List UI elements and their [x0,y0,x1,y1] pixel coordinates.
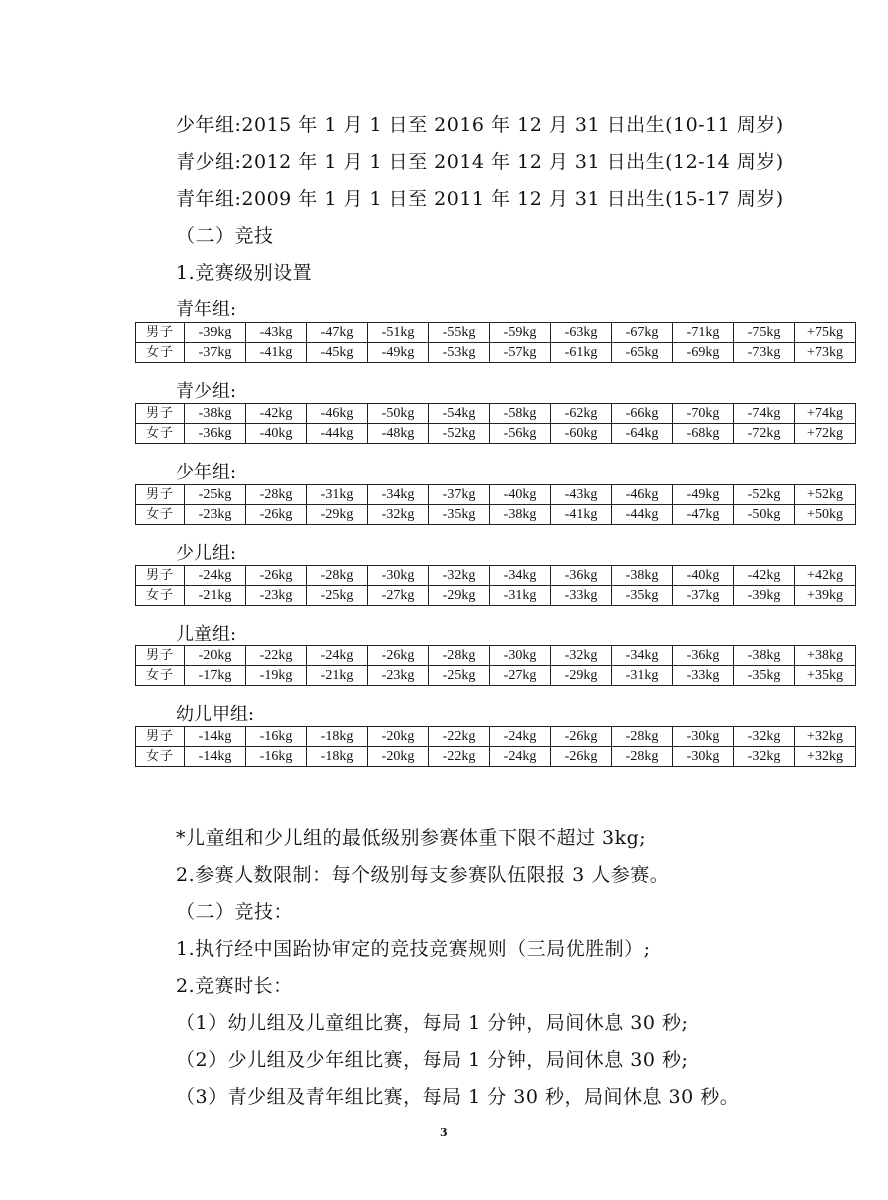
weight-cell: -19kg [246,666,307,686]
weight-cell: -65kg [612,343,673,363]
weight-cell: -67kg [612,323,673,343]
weight-cell: -34kg [490,566,551,586]
weight-cell: -22kg [246,646,307,666]
table-row-female [136,505,856,525]
intro-line-teen-birthdates: 青少组:2012 年 1 月 1 日至 2014 年 12 月 31 日出生(12-14 周岁) [176,151,784,173]
weight-cell: -57kg [490,343,551,363]
weight-cell: -24kg [490,747,551,767]
rule-duration-teen-youth: （3）青少组及青年组比赛，每局 1 分 30 秒，局间休息 30 秒。 [176,1086,740,1108]
weight-cell: -27kg [368,586,429,606]
rule-entry-limit: 2.参赛人数限制：每个级别每支参赛队伍限报 3 人参赛。 [176,864,670,886]
weight-cell: -24kg [490,727,551,747]
weight-cell: -39kg [185,323,246,343]
weight-cell: -64kg [612,424,673,444]
weight-cell: -68kg [673,424,734,444]
weight-cell: -47kg [307,323,368,343]
weight-cell: -30kg [490,646,551,666]
weight-cell: +39kg [795,586,856,606]
weight-cell: -24kg [307,646,368,666]
weight-cell: -52kg [734,485,795,505]
weight-cell: -28kg [307,566,368,586]
weight-cell: +50kg [795,505,856,525]
weight-cell: -38kg [612,566,673,586]
page-number: 3 [440,1126,448,1139]
weight-cell: -51kg [368,323,429,343]
weight-cell: -71kg [673,323,734,343]
weight-cell: -21kg [307,666,368,686]
weight-cell: -34kg [612,646,673,666]
weight-cell: -35kg [429,505,490,525]
intro-line-junior-birthdates: 少年组:2015 年 1 月 1 日至 2016 年 12 月 31 日出生(10-11 周岁) [176,114,784,136]
gender-cell: 女子 [136,747,185,767]
weight-cell: -26kg [246,566,307,586]
rule-competition-rules: 1.执行经中国跆协审定的竞技竞赛规则（三局优胜制）; [176,938,651,960]
weight-cell: -42kg [246,404,307,424]
note-min-weight-limit: *儿童组和少儿组的最低级别参赛体重下限不超过 3kg; [176,827,647,849]
weight-cell: +52kg [795,485,856,505]
weight-cell: -58kg [490,404,551,424]
weight-cell: -46kg [612,485,673,505]
weight-cell: -25kg [307,586,368,606]
weight-cell: -40kg [490,485,551,505]
table-row-male [136,404,856,424]
table-row-female [136,343,856,363]
table-row-male [136,485,856,505]
weight-cell: -52kg [429,424,490,444]
weight-cell: -44kg [307,424,368,444]
weight-cell: -49kg [368,343,429,363]
weight-cell: -75kg [734,323,795,343]
weight-cell: -28kg [429,646,490,666]
table-row-male [136,727,856,747]
weight-cell: -36kg [551,566,612,586]
weight-cell: -37kg [673,586,734,606]
weight-cell: +73kg [795,343,856,363]
weight-cell: -36kg [673,646,734,666]
weight-table-teen [135,403,856,444]
weight-cell: +35kg [795,666,856,686]
weight-cell: -69kg [673,343,734,363]
weight-cell: -26kg [246,505,307,525]
gender-cell: 女子 [136,424,185,444]
weight-cell: -14kg [185,747,246,767]
weight-cell: -35kg [734,666,795,686]
weight-cell: -26kg [368,646,429,666]
weight-cell: -43kg [551,485,612,505]
weight-cell: -35kg [612,586,673,606]
table-row-male [136,323,856,343]
weight-cell: -22kg [429,727,490,747]
weight-cell: -20kg [368,727,429,747]
weight-cell: -31kg [307,485,368,505]
weight-cell: -26kg [551,747,612,767]
weight-cell: -37kg [185,343,246,363]
weight-cell: -29kg [551,666,612,686]
weight-cell: -24kg [185,566,246,586]
weight-cell: -28kg [612,747,673,767]
weight-cell: -17kg [185,666,246,686]
weight-cell: -63kg [551,323,612,343]
weight-cell: -28kg [246,485,307,505]
table-row-male [136,646,856,666]
section-heading-competition-2: （二）竞技： [176,901,294,923]
weight-cell: -23kg [368,666,429,686]
weight-cell: -44kg [612,505,673,525]
weight-cell: -32kg [368,505,429,525]
weight-cell: -61kg [551,343,612,363]
weight-cell: -14kg [185,727,246,747]
weight-cell: -48kg [368,424,429,444]
weight-cell: -16kg [246,727,307,747]
weight-cell: +72kg [795,424,856,444]
rule-duration-toddler-kids: （1）幼儿组及儿童组比赛，每局 1 分钟，局间休息 30 秒; [176,1012,689,1034]
weight-cell: -32kg [734,747,795,767]
weight-cell: -62kg [551,404,612,424]
weight-cell: -29kg [307,505,368,525]
table-row-female [136,424,856,444]
weight-table-kids [135,645,856,686]
section-heading-competition: （二）竞技 [176,225,274,247]
table-row-female [136,586,856,606]
weight-cell: -45kg [307,343,368,363]
weight-cell: -32kg [551,646,612,666]
weight-cell: -20kg [368,747,429,767]
weight-cell: -27kg [490,666,551,686]
weight-cell: -50kg [734,505,795,525]
weight-cell: -33kg [673,666,734,686]
weight-cell: -59kg [490,323,551,343]
weight-cell: -38kg [185,404,246,424]
weight-cell: -54kg [429,404,490,424]
weight-cell: -38kg [490,505,551,525]
weight-cell: -46kg [307,404,368,424]
weight-cell: -31kg [490,586,551,606]
table-row-female [136,747,856,767]
table-title-youth: 青年组: [176,299,237,320]
weight-cell: -38kg [734,646,795,666]
weight-cell: -28kg [612,727,673,747]
table-row-female [136,666,856,686]
gender-cell: 男子 [136,323,185,343]
weight-cell: -23kg [246,586,307,606]
weight-cell: -42kg [734,566,795,586]
gender-cell: 男子 [136,404,185,424]
weight-cell: -30kg [673,747,734,767]
weight-cell: +75kg [795,323,856,343]
gender-cell: 男子 [136,566,185,586]
table-title-junior: 少年组: [176,462,237,483]
weight-cell: -18kg [307,747,368,767]
weight-cell: -22kg [429,747,490,767]
weight-cell: -33kg [551,586,612,606]
gender-cell: 女子 [136,343,185,363]
weight-table-junior [135,484,856,525]
weight-table-youth [135,322,856,363]
rule-duration-child-junior: （2）少儿组及少年组比赛，每局 1 分钟，局间休息 30 秒; [176,1049,689,1071]
weight-table-toddler-a [135,726,856,767]
weight-cell: -29kg [429,586,490,606]
gender-cell: 男子 [136,646,185,666]
weight-cell: -40kg [246,424,307,444]
gender-cell: 男子 [136,727,185,747]
weight-cell: -25kg [185,485,246,505]
weight-cell: -32kg [734,727,795,747]
weight-cell: -41kg [551,505,612,525]
weight-cell: -56kg [490,424,551,444]
weight-cell: -43kg [246,323,307,343]
weight-cell: -36kg [185,424,246,444]
subheading-weight-classes: 1.竞赛级别设置 [176,262,313,284]
weight-cell: -31kg [612,666,673,686]
table-title-teen: 青少组: [176,381,237,402]
weight-cell: -55kg [429,323,490,343]
weight-cell: +42kg [795,566,856,586]
table-title-child: 少儿组: [176,543,237,564]
weight-cell: -37kg [429,485,490,505]
weight-cell: -74kg [734,404,795,424]
weight-cell: +38kg [795,646,856,666]
weight-cell: +32kg [795,727,856,747]
gender-cell: 女子 [136,586,185,606]
weight-cell: -32kg [429,566,490,586]
weight-cell: +74kg [795,404,856,424]
intro-line-youth-birthdates: 青年组:2009 年 1 月 1 日至 2011 年 12 月 31 日出生(15-17 周岁) [176,188,784,210]
table-row-male [136,566,856,586]
weight-cell: -70kg [673,404,734,424]
weight-cell: -18kg [307,727,368,747]
table-title-kids: 儿童组: [176,624,237,645]
table-title-toddler-a: 幼儿甲组: [176,704,255,725]
weight-cell: -23kg [185,505,246,525]
gender-cell: 女子 [136,666,185,686]
weight-cell: -25kg [429,666,490,686]
weight-cell: -40kg [673,566,734,586]
weight-cell: -47kg [673,505,734,525]
weight-cell: -16kg [246,747,307,767]
weight-cell: -60kg [551,424,612,444]
weight-cell: -39kg [734,586,795,606]
weight-cell: -26kg [551,727,612,747]
weight-cell: -21kg [185,586,246,606]
weight-cell: +32kg [795,747,856,767]
weight-cell: -66kg [612,404,673,424]
weight-cell: -34kg [368,485,429,505]
rule-duration-heading: 2.竞赛时长： [176,975,293,997]
weight-table-child [135,565,856,606]
weight-cell: -30kg [368,566,429,586]
weight-cell: -20kg [185,646,246,666]
weight-cell: -53kg [429,343,490,363]
gender-cell: 男子 [136,485,185,505]
weight-cell: -73kg [734,343,795,363]
gender-cell: 女子 [136,505,185,525]
weight-cell: -72kg [734,424,795,444]
weight-cell: -49kg [673,485,734,505]
weight-cell: -30kg [673,727,734,747]
weight-cell: -41kg [246,343,307,363]
weight-cell: -50kg [368,404,429,424]
